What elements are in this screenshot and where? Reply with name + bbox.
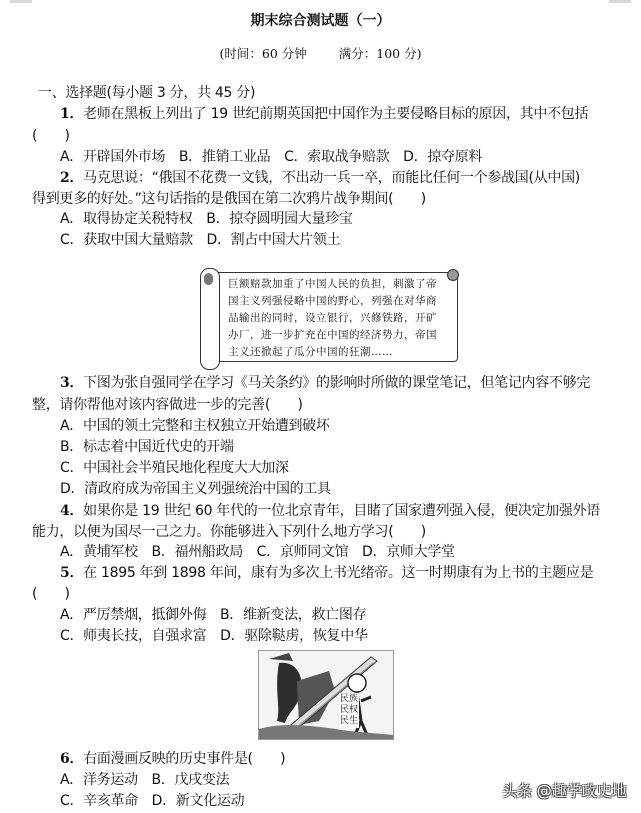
- question-3-stem: 3．下图为张自强同学在学习《马关条约》的影响时所做的课堂笔记，但笔记内容不够完: [60, 375, 591, 391]
- question-1-stem-cont: ( ): [32, 128, 70, 144]
- question-4-stem-cont: 能力，以便为国尽一己之力。你能够进入下列什么地方学习( ): [32, 524, 426, 540]
- top-right-mark: [609, 0, 631, 3]
- watermark: 头条 @趣学政史地: [502, 782, 627, 800]
- question-5-options-cd: C．师夷长技，自强求富 D．驱除鞑虏，恢复中华: [60, 628, 368, 644]
- question-1-options: A．开辟国外市场 B．推销工业品 C．索取战争赔款 D．掠夺原料: [60, 149, 483, 165]
- question-2-stem-cont: 得到更多的好处。”这句话指的是俄国在第二次鸦片战争期间( ): [32, 191, 426, 207]
- question-2-options-cd: C．获取中国大量赔款 D．割占中国大片领土: [60, 232, 341, 248]
- question-6-options-ab: A．洋务运动 B．戊戌变法: [60, 772, 230, 788]
- question-5-options-ab: A．严厉禁烟，抵御外侮 B．维新变法，救亡图存: [60, 607, 367, 623]
- question-5-stem: 5．在 1895 年到 1898 年间，康有为多次上书光绪帝。这一时期康有为上书的主题应是: [60, 565, 594, 581]
- scroll-note-text: 巨额赔款加重了中国人民的负担，刺激了帝 国主义列强侵略中国的野心，列强在对华商 品输出的同时，设立银行，兴修铁路，开矿 办厂，进一步扩充在中国的经济势力，帝国 主义还掀起了瓜分中国的狂潮……: [228, 278, 437, 358]
- question-3-stem-cont: 整，请你帮他对该内容做进一步的完善( ): [32, 397, 303, 413]
- top-left-mark: [10, 0, 32, 3]
- question-1-stem: 1．老师在黑板上列出了 19 世纪前期英国把中国作为主要侵略目标的原因，其中不包括: [60, 106, 589, 122]
- question-5-stem-cont: ( ): [32, 586, 70, 602]
- exam-info: [0, 44, 641, 62]
- score-info: 满分：100 分): [338, 46, 422, 61]
- cartoon-figure: [258, 650, 394, 740]
- question-2-stem: 2．马克思说：“俄国不花费一文钱，不出动一兵一卒，而能比任何一个参战国(从中国): [60, 170, 580, 186]
- question-3-option-a: A．中国的领土完整和主权独立开始遭到破坏: [60, 418, 330, 434]
- scroll-note-figure: [200, 268, 458, 368]
- section-heading: 一、选择题(每小题 3 分，共 45 分): [38, 85, 256, 101]
- cartoon-illustration-icon: [259, 651, 393, 739]
- question-3-option-c: C．中国社会半殖民地化程度大大加深: [60, 460, 289, 476]
- question-4-stem: 4．如果你是 19 世纪 60 年代的一位北京青年，目睹了国家遭列强入侵，便决定加强外语: [60, 503, 600, 519]
- question-3-option-d: D．清政府成为帝国主义列强统治中国的工具: [60, 481, 331, 497]
- question-6-stem: 6．右面漫画反映的历史事件是( ): [60, 751, 286, 767]
- page-title: 期末综合测试题（一）: [250, 13, 391, 29]
- question-6-options-cd: C．辛亥革命 D．新文化运动: [60, 793, 245, 809]
- cartoon-labels: 民族 民权 民生: [340, 694, 359, 726]
- question-2-options-ab: A．取得协定关税特权 B．掠夺圆明园大量珍宝: [60, 211, 353, 227]
- time-info: (时间：60 分钟: [219, 46, 307, 61]
- question-4-options: A．黄埔军校 B．福州船政局 C．京师同文馆 D．京师大学堂: [60, 544, 455, 560]
- question-3-option-b: B．标志着中国近代史的开端: [60, 439, 234, 455]
- scroll-roll-icon: [200, 268, 220, 370]
